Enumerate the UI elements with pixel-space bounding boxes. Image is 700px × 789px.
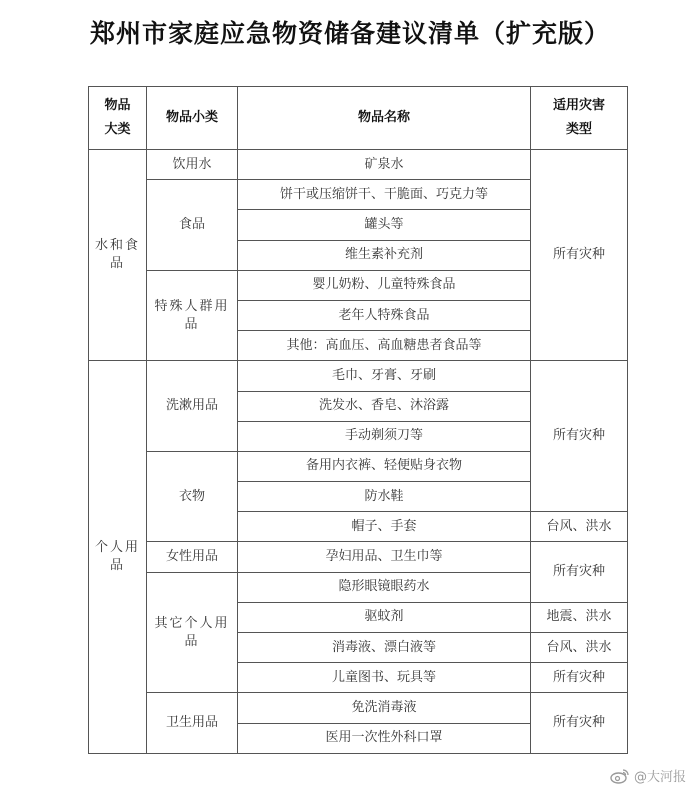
category-cell: 个人用品 (89, 361, 147, 753)
disaster-cell: 地震、洪水 (531, 602, 628, 632)
item-cell: 矿泉水 (238, 150, 531, 180)
table-row (89, 693, 628, 723)
disaster-cell: 所有灾种 (531, 693, 628, 753)
weibo-icon (610, 768, 630, 784)
item-cell: 手动剃须刀等 (238, 421, 531, 451)
subcategory-cell: 衣物 (147, 451, 238, 542)
subcategory-cell: 饮用水 (147, 150, 238, 180)
item-cell: 驱蚊剂 (238, 602, 531, 632)
header-subcategory: 物品小类 (147, 87, 238, 150)
item-cell: 罐头等 (238, 210, 531, 240)
subcategory-cell: 洗漱用品 (147, 361, 238, 452)
item-cell: 其他：高血压、高血糖患者食品等 (238, 331, 531, 361)
category-cell: 水和食品 (89, 150, 147, 361)
header-category: 物品 大类 (89, 87, 147, 150)
disaster-cell: 台风、洪水 (531, 512, 628, 542)
item-cell: 毛巾、牙膏、牙刷 (238, 361, 531, 391)
item-cell: 隐形眼镜眼药水 (238, 572, 531, 602)
item-cell: 洗发水、香皂、沐浴露 (238, 391, 531, 421)
header-disaster-type: 适用灾害 类型 (531, 87, 628, 150)
table-row (89, 361, 628, 391)
item-cell: 帽子、手套 (238, 512, 531, 542)
subcategory-cell: 特殊人群用品 (147, 270, 238, 361)
watermark (610, 766, 686, 785)
table-row (89, 542, 628, 572)
disaster-cell: 台风、洪水 (531, 633, 628, 663)
item-cell: 老年人特殊食品 (238, 300, 531, 330)
header-row (89, 87, 628, 150)
item-cell: 饼干或压缩饼干、干脆面、巧克力等 (238, 180, 531, 210)
item-cell: 婴儿奶粉、儿童特殊食品 (238, 270, 531, 300)
supply-table (88, 86, 628, 754)
table-row (89, 150, 628, 180)
header-item-name: 物品名称 (238, 87, 531, 150)
item-cell: 孕妇用品、卫生巾等 (238, 542, 531, 572)
item-cell: 消毒液、漂白液等 (238, 633, 531, 663)
item-cell: 医用一次性外科口罩 (238, 723, 531, 753)
disaster-cell: 所有灾种 (531, 542, 628, 602)
disaster-cell: 所有灾种 (531, 150, 628, 361)
item-cell: 防水鞋 (238, 482, 531, 512)
subcategory-cell: 食品 (147, 180, 238, 271)
subcategory-cell: 女性用品 (147, 542, 238, 572)
subcategory-cell: 其它个人用品 (147, 572, 238, 693)
watermark-text: @大河报 (633, 770, 686, 785)
item-cell: 免洗消毒液 (238, 693, 531, 723)
item-cell: 维生素补充剂 (238, 240, 531, 270)
page-title: 郑州市家庭应急物资储备建议清单（扩充版） (89, 19, 610, 48)
item-cell: 备用内衣裤、轻便贴身衣物 (238, 451, 531, 481)
item-cell: 儿童图书、玩具等 (238, 663, 531, 693)
disaster-cell: 所有灾种 (531, 361, 628, 512)
disaster-cell: 所有灾种 (531, 663, 628, 693)
subcategory-cell: 卫生用品 (147, 693, 238, 753)
